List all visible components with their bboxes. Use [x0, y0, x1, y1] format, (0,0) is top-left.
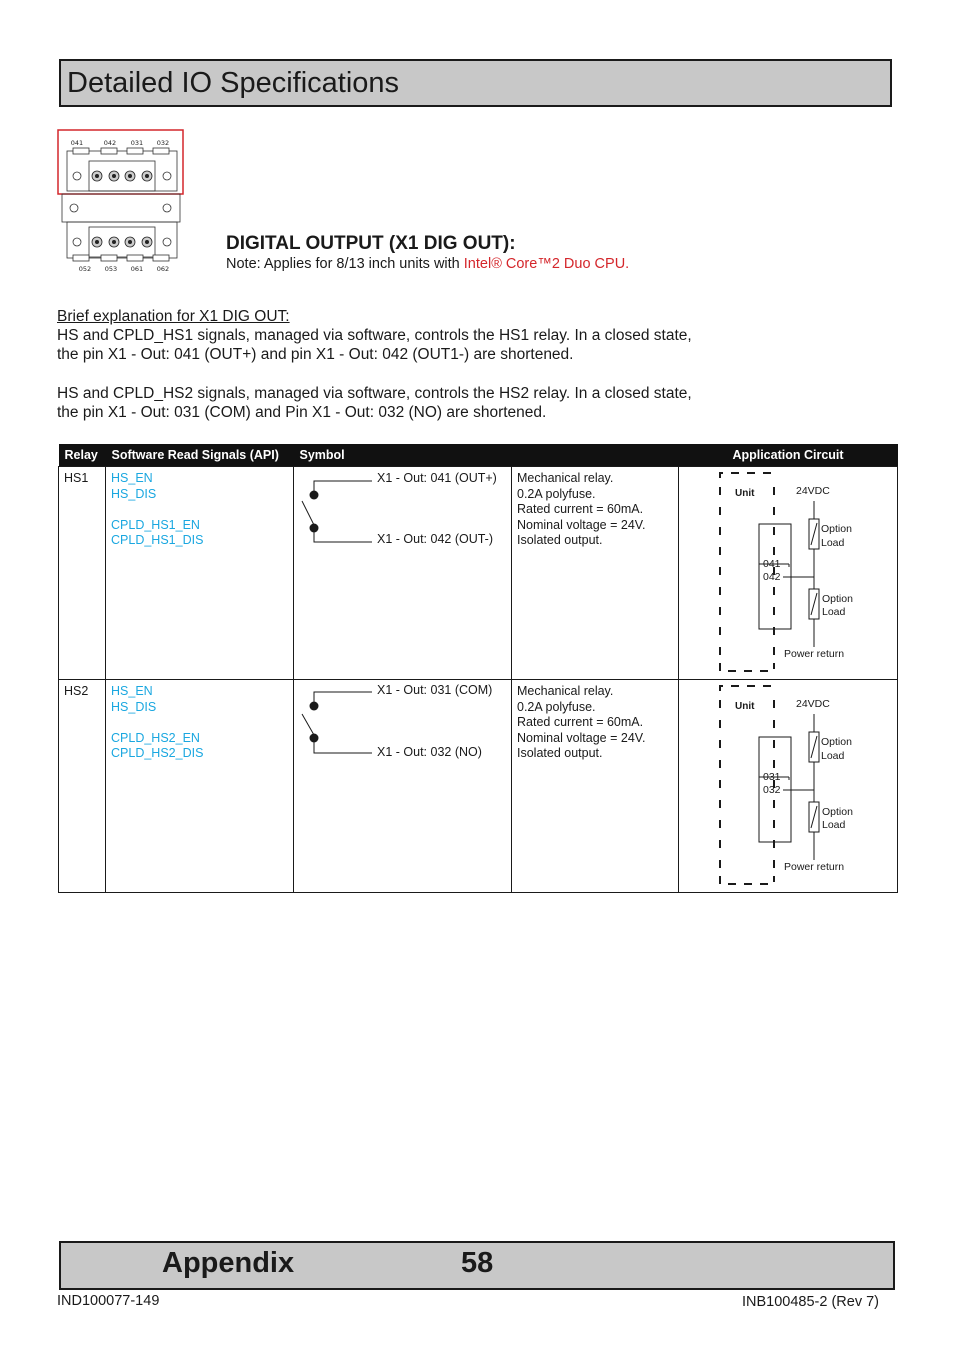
pin-label-031: 031 — [130, 139, 144, 147]
supply-label: 24VDC — [796, 698, 830, 710]
load2-label-1: Option — [822, 806, 853, 818]
page-number: 58 — [461, 1247, 494, 1279]
signal-item: HS_EN — [111, 471, 153, 485]
signals-cell — [106, 680, 294, 893]
desc-line: 0.2A polyfuse. — [517, 699, 596, 714]
signal-item: CPLD_HS2_DIS — [111, 746, 204, 760]
relay-symbol — [294, 680, 512, 892]
table-header-row — [59, 444, 898, 467]
supply-label: 24VDC — [796, 485, 830, 497]
load2-label-1: Option — [822, 593, 853, 605]
relay-name: HS1 — [64, 471, 89, 485]
application-circuit — [679, 680, 898, 892]
table-row — [59, 467, 898, 680]
desc-line: Nominal voltage = 24V. — [517, 730, 646, 745]
desc-line: Isolated output. — [517, 746, 603, 760]
symbol-bottom-label: X1 - Out: 032 (NO) — [377, 745, 482, 759]
load1-label-1: Option — [821, 736, 852, 748]
symbol-cell — [294, 467, 512, 680]
pin-label-042: 042 — [103, 139, 117, 147]
circuit-cell — [679, 680, 898, 893]
signal-item: HS_EN — [111, 684, 153, 698]
signal-item: HS_DIS — [111, 699, 157, 714]
power-return-label: Power return — [784, 861, 845, 873]
pin-label-041: 041 — [70, 139, 84, 147]
load2-label-2: Load — [822, 819, 846, 831]
circuit-cell — [679, 467, 898, 680]
symbol-cell — [294, 680, 512, 893]
load2-label-2: Load — [822, 606, 846, 618]
pin-label-062: 062 — [156, 265, 170, 273]
col-signals: Software Read Signals (API) — [106, 444, 294, 467]
symbol-top-label: X1 - Out: 031 (COM) — [377, 683, 493, 697]
pin-label-061: 061 — [130, 265, 144, 273]
pin-label-032: 032 — [156, 139, 170, 147]
load1-label-1: Option — [821, 523, 852, 535]
page-title: Detailed IO Specifications — [67, 67, 400, 99]
load1-label-2: Load — [821, 537, 845, 549]
pin-b-label: 042 — [763, 571, 781, 583]
power-return-label: Power return — [784, 648, 845, 660]
unit-label: Unit — [735, 701, 755, 712]
explanation-p1-line1: HS and CPLD_HS1 signals, managed via software, controls the HS1 relay. In a closed state, — [57, 327, 692, 344]
desc-line: Rated current = 60mA. — [517, 502, 644, 516]
relay-cell — [59, 680, 106, 893]
explanation-p2-line2: the pin X1 - Out: 031 (COM) and Pin X1 - Out: 032 (NO) are shortened. — [57, 404, 547, 421]
relay-cell — [59, 467, 106, 680]
signal-item: CPLD_HS1_DIS — [111, 533, 204, 547]
pin-label-052: 052 — [78, 265, 92, 273]
signals-cell — [106, 467, 294, 680]
desc-line: Nominal voltage = 24V. — [517, 517, 646, 532]
pin-label-053: 053 — [104, 265, 118, 273]
relay-symbol — [294, 467, 512, 679]
desc-line: Rated current = 60mA. — [517, 715, 644, 729]
desc-line: Isolated output. — [517, 533, 603, 547]
description-cell — [512, 680, 679, 893]
load1-label-2: Load — [821, 750, 845, 762]
desc-line: Mechanical relay. — [517, 684, 614, 698]
application-circuit — [679, 467, 898, 679]
pin-a-label: 041 — [763, 558, 781, 570]
io-table — [58, 444, 898, 893]
explanation-heading: Brief explanation for X1 DIG OUT: — [57, 308, 290, 325]
table-row — [59, 680, 898, 893]
col-application-circuit: Application Circuit — [679, 444, 898, 467]
symbol-top-label: X1 - Out: 041 (OUT+) — [377, 471, 497, 485]
signal-item: HS_DIS — [111, 486, 157, 501]
explanation-p2-line1: HS and CPLD_HS2 signals, managed via software, controls the HS2 relay. In a closed state, — [57, 385, 692, 402]
col-description — [512, 444, 679, 467]
col-relay: Relay — [59, 444, 106, 467]
symbol-bottom-label: X1 - Out: 042 (OUT-) — [377, 532, 494, 546]
doc-id-left: IND100077-149 — [57, 1293, 160, 1309]
desc-line: 0.2A polyfuse. — [517, 486, 596, 501]
description-cell — [512, 467, 679, 680]
section-title: DIGITAL OUTPUT (X1 DIG OUT): — [226, 233, 516, 254]
desc-line: Mechanical relay. — [517, 471, 614, 485]
doc-id-right: INB100485-2 (Rev 7) — [742, 1294, 880, 1310]
connector-diagram — [57, 129, 185, 275]
signal-item: CPLD_HS2_EN — [111, 730, 200, 745]
col-symbol: Symbol — [294, 444, 512, 467]
section-note — [226, 256, 629, 272]
note-prefix: Note: Applies for 8/13 inch units with — [226, 256, 464, 272]
pin-a-label: 031 — [763, 771, 781, 783]
explanation-p1-line2: the pin X1 - Out: 041 (OUT+) and pin X1 - Out: 042 (OUT1-) are shortened. — [57, 346, 574, 363]
signal-item: CPLD_HS1_EN — [111, 517, 200, 532]
footer-section-title: Appendix — [162, 1247, 295, 1279]
unit-label: Unit — [735, 488, 755, 499]
note-cpu: Intel® Core™2 Duo CPU. — [463, 256, 630, 272]
pin-b-label: 032 — [763, 784, 781, 796]
relay-name: HS2 — [64, 684, 89, 698]
